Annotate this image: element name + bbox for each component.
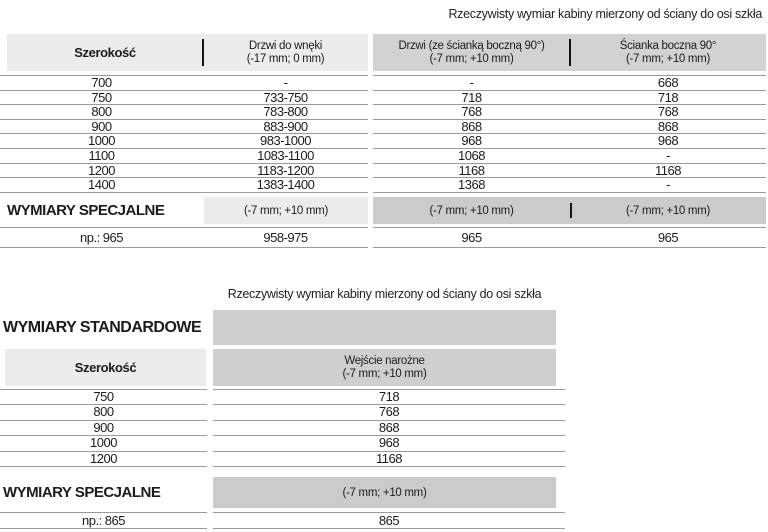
top-special-right-block	[373, 197, 766, 224]
table-cell: 1000	[88, 133, 115, 149]
table-cell: 800	[0, 405, 207, 420]
header-line1: Wejście narożne	[344, 354, 425, 367]
table-cell: 700	[91, 75, 112, 90]
table-row	[373, 91, 766, 106]
top-example-row-right	[373, 227, 766, 248]
top-special-range-wall: (-7 mm; +10 mm)	[626, 204, 710, 217]
table-cell: 1168	[655, 162, 681, 178]
table-cell: 1183-1200	[257, 162, 314, 178]
table-cell: 718	[213, 390, 565, 405]
table-cell: 1068	[458, 147, 485, 163]
table-cell: 868	[657, 118, 679, 134]
header-line1: Drzwi do wnęki	[248, 39, 323, 52]
table-cell: 1168	[458, 162, 485, 178]
table-cell: 1100	[88, 147, 115, 163]
table-cell: 668	[657, 75, 679, 90]
table-cell: 783-800	[263, 104, 308, 120]
header-divider	[569, 39, 571, 66]
table-cell: 718	[461, 89, 482, 105]
table-row	[373, 164, 766, 179]
table-row	[373, 134, 766, 149]
table-row	[0, 120, 368, 135]
table-cell: 965	[461, 230, 482, 245]
top-table-rows-right	[373, 75, 766, 193]
table-cell: 900	[91, 118, 112, 134]
table-cell: 958-975	[263, 230, 308, 245]
table-cell: 750	[0, 390, 207, 405]
header-line1: Drzwi (ze ścianką boczną 90°)	[398, 39, 545, 52]
table-row	[373, 105, 766, 120]
bottom-special-range: (-7 mm; +10 mm)	[213, 477, 556, 508]
table-row	[0, 164, 368, 179]
top-header-side-wall	[570, 34, 766, 71]
table-row	[0, 105, 368, 120]
table-cell: 968	[461, 133, 482, 149]
table-row	[0, 91, 368, 106]
bottom-table-rows-right	[213, 389, 565, 467]
table-row	[0, 134, 368, 149]
table-row	[373, 149, 766, 164]
header-line1: Ścianka boczna 90°	[619, 39, 717, 52]
special-divider	[570, 203, 572, 218]
table-cell: 883-900	[263, 118, 308, 134]
table-cell: -	[469, 75, 474, 90]
bottom-header-corner-entry	[213, 349, 556, 386]
top-header-width: Szerokość	[74, 45, 136, 60]
standard-dimensions-gray-bar	[213, 310, 556, 345]
header-divider	[202, 39, 204, 66]
table-cell: 968	[657, 133, 679, 149]
table-cell: 968	[213, 436, 565, 451]
table-cell: 718	[657, 89, 679, 105]
table-cell: 1200	[0, 452, 207, 467]
table-cell: 768	[657, 104, 679, 120]
table-cell: 983-1000	[260, 133, 311, 149]
table-cell: 1000	[0, 436, 207, 451]
top-special-dimensions-label: WYMIARY SPECJALNE	[7, 202, 165, 219]
table-cell: 750	[91, 89, 112, 105]
table-cell: 868	[213, 421, 565, 436]
top-special-range-recess: (-7 mm; +10 mm)	[204, 197, 368, 224]
table-row	[373, 178, 766, 193]
top-header-right-block	[373, 34, 766, 71]
bottom-table-rows-left	[0, 389, 207, 467]
standard-dimensions-label: WYMIARY STANDARDOWE	[3, 319, 202, 336]
header-line2: (-7 mm; +10 mm)	[429, 52, 514, 65]
top-table-title: Rzeczywisty wymiar kabiny mierzony od ściany do osi szkła	[448, 7, 762, 21]
table-cell: 733-750	[263, 89, 308, 105]
table-row	[373, 76, 766, 91]
header-line2: (-7 mm; +10 mm)	[342, 367, 427, 380]
table-cell: 1368	[458, 177, 485, 193]
table-cell: 768	[213, 405, 565, 420]
header-line2: (-7 mm; +10 mm)	[626, 52, 710, 65]
header-line2: (-17 mm; 0 mm)	[246, 52, 325, 65]
table-row	[0, 76, 368, 91]
table-cell: -	[666, 177, 670, 193]
table-cell: -	[283, 75, 288, 90]
table-cell: 1168	[213, 452, 565, 467]
table-cell: 965	[657, 230, 679, 245]
table-row	[373, 120, 766, 135]
top-special-range-door: (-7 mm; +10 mm)	[429, 204, 514, 217]
table-cell: 1400	[88, 177, 115, 193]
table-cell: 768	[461, 104, 482, 120]
top-example-row-left	[0, 227, 368, 248]
bottom-example-cell-right: 865	[213, 512, 565, 529]
bottom-example-cell-left: np.: 865	[0, 512, 207, 529]
table-cell: 800	[91, 104, 112, 120]
top-header-recess-door	[203, 34, 368, 71]
top-header-door-side-wall	[373, 34, 570, 71]
table-cell: 1083-1100	[257, 147, 314, 163]
table-cell: 1200	[88, 162, 115, 178]
top-header-left-block	[7, 34, 368, 71]
table-cell: 1383-1400	[256, 177, 315, 193]
table-cell: 900	[0, 421, 207, 436]
bottom-header-width: Szerokość	[5, 349, 206, 386]
table-row	[0, 149, 368, 164]
table-row	[0, 178, 368, 193]
top-table-rows-left	[0, 75, 368, 193]
bottom-special-dimensions-label: WYMIARY SPECJALNE	[3, 484, 161, 501]
table-cell: 868	[461, 118, 482, 134]
table-cell: -	[666, 147, 670, 163]
table-cell: np.: 965	[80, 230, 123, 245]
bottom-table-title: Rzeczywisty wymiar kabiny mierzony od ściany do osi szkła	[227, 287, 542, 301]
